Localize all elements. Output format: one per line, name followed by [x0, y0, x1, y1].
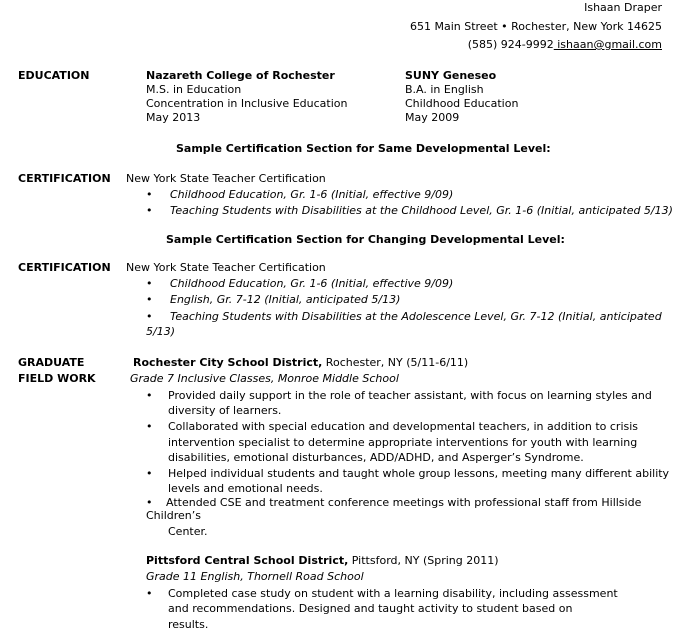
- school1-degree: M.S. in Education: [146, 83, 242, 96]
- cert-same-title: Sample Certification Section for Same Developmental Level:: [176, 142, 551, 155]
- cert-change-label: New York State Teacher Certification: [126, 261, 326, 274]
- school2-degree: B.A. in English: [405, 83, 484, 96]
- fieldwork-heading-1: GRADUATE: [18, 356, 85, 369]
- cert-change-heading: CERTIFICATION: [18, 261, 111, 274]
- cert-same-item: Teaching Students with Disabilities at the Childhood Level, Gr. 1-6 (Initial, anticipated 5/13): [170, 204, 673, 217]
- bullet-icon: •: [146, 496, 153, 509]
- bullet-icon: •: [146, 310, 153, 323]
- bullet-icon: •: [146, 587, 153, 600]
- school2-concentration: Childhood Education: [405, 97, 519, 110]
- contact-line: [468, 38, 662, 51]
- bullet-icon: •: [146, 389, 153, 402]
- job1-line: Collaborated with special education and developmental teachers, in addition to crisis: [168, 420, 639, 433]
- cert-change-item: Teaching Students with Disabilities at the Adolescence Level, Gr. 7-12 (Initial, anticipated: [170, 310, 662, 323]
- bullet-icon: •: [146, 467, 153, 480]
- school2-date: May 2009: [405, 111, 460, 124]
- job1-title-line: [133, 356, 468, 369]
- cert-change-item: English, Gr. 7-12 (Initial, anticipated 5/13): [170, 293, 401, 306]
- cert-change-item: Childhood Education, Gr. 1-6 (Initial, effective 9/09): [170, 277, 454, 290]
- job1-line: Provided daily support in the role of teacher assistant, with focus on learning styles and: [168, 389, 652, 402]
- school1-name: Nazareth College of Rochester: [146, 69, 335, 82]
- cert-change-item-cont: 5/13): [146, 325, 175, 338]
- job2-location: Pittsford, NY (Spring 2011): [348, 554, 499, 567]
- job1-line: Helped individual students and taught whole group lessons, meeting many different ability: [168, 467, 670, 480]
- job1-role: Grade 7 Inclusive Classes, Monroe Middle School: [130, 372, 399, 385]
- bullet-icon: •: [146, 277, 153, 290]
- cert-same-label: New York State Teacher Certification: [126, 172, 326, 185]
- job2-line: results.: [168, 618, 209, 631]
- education-heading: EDUCATION: [18, 69, 90, 82]
- job1-line: levels and emotional needs.: [168, 482, 323, 495]
- job2-title-line: [146, 554, 499, 567]
- phone: (585) 924-9992: [467, 38, 554, 51]
- job2-line: Completed case study on student with a learning disability, including assessment: [168, 587, 618, 600]
- school1-date: May 2013: [146, 111, 201, 124]
- bullet-icon: •: [146, 188, 153, 201]
- job2-role: Grade 11 English, Thornell Road School: [146, 570, 364, 583]
- job1-employer: Rochester City School District,: [133, 356, 323, 369]
- cert-same-heading: CERTIFICATION: [18, 172, 111, 185]
- job1-line: intervention specialist to determine appropriate interventions for youth with learning: [168, 436, 638, 449]
- address: 651 Main Street • Rochester, New York 14625: [409, 20, 662, 33]
- job1-location: Rochester, NY (5/11-6/11): [322, 356, 469, 369]
- job2-line: and recommendations. Designed and taught activity to student based on: [168, 602, 573, 615]
- bullet-icon: •: [146, 420, 153, 433]
- cert-same-item: Childhood Education, Gr. 1-6 (Initial, effective 9/09): [170, 188, 454, 201]
- job1-line: Attended CSE and treatment conference meetings with professional staff from Hillside: [166, 496, 642, 509]
- cert-change-title: Sample Certification Section for Changing Developmental Level:: [166, 233, 565, 246]
- bullet-icon: •: [146, 293, 153, 306]
- job1-line: Children’s: [146, 509, 201, 522]
- email-link[interactable]: ishaan@gmail.com: [553, 38, 662, 51]
- job1-line: disabilities, emotional disturbances, ADD/ADHD, and Asperger’s Syndrome.: [168, 451, 584, 464]
- job1-line: diversity of learners.: [168, 404, 282, 417]
- fieldwork-heading-2: FIELD WORK: [18, 372, 96, 385]
- bullet-icon: •: [146, 204, 153, 217]
- school1-concentration: Concentration in Inclusive Education: [146, 97, 348, 110]
- applicant-name: Ishaan Draper: [584, 1, 662, 14]
- school2-name: SUNY Geneseo: [405, 69, 497, 82]
- job1-line: Center.: [168, 525, 208, 538]
- job2-employer: Pittsford Central School District,: [146, 554, 349, 567]
